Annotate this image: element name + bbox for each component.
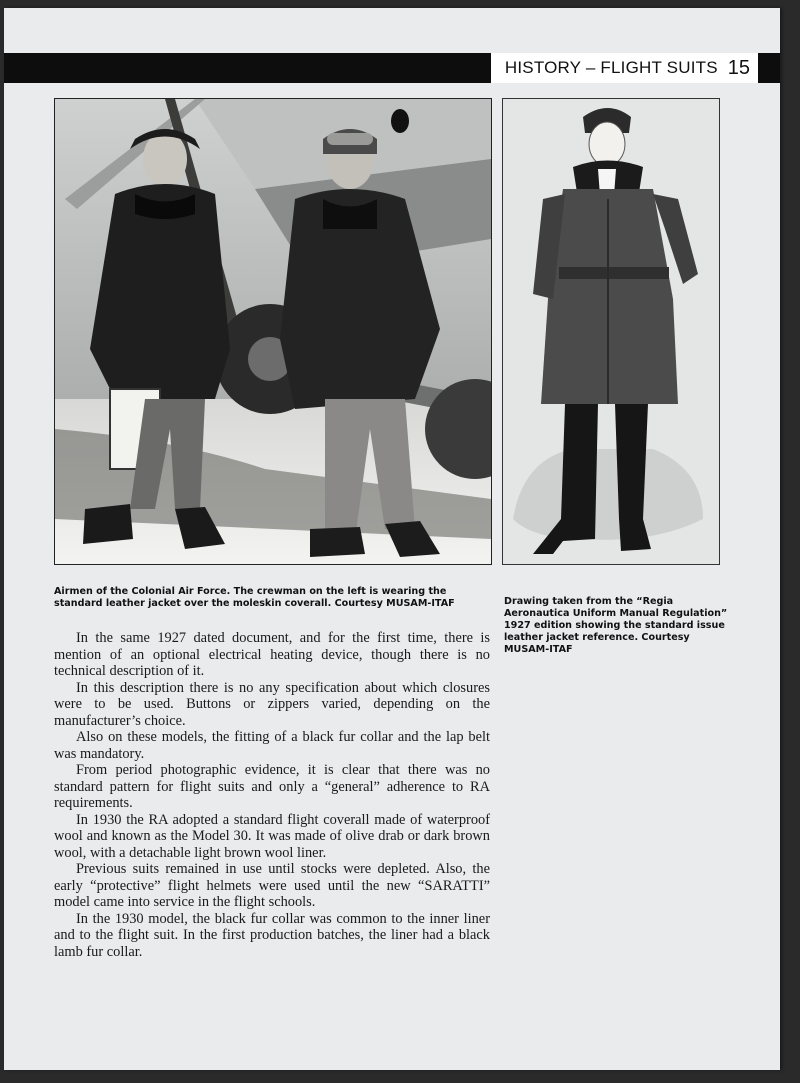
paragraph: Previous suits remained in use until stocks were depleted. Also, the early “protective” flight helmets were used until the new “SARATTI” model came into service in the flight schools. (54, 861, 490, 910)
uniform-drawing (502, 98, 720, 565)
airmen-photo (54, 98, 492, 565)
book-page (4, 8, 780, 1070)
body-text (54, 630, 490, 960)
photo-caption: Airmen of the Colonial Air Force. The crewman on the left is wearing the standard leather jacket over the moleskin coverall. Courtesy MUSAM-ITAF (54, 586, 455, 609)
header-box (491, 53, 758, 83)
header-band (4, 53, 780, 83)
paragraph: In 1930 the RA adopted a standard flight coverall made of waterproof wool and known as the Model 30. It was made of olive drab or dark brown wool, with a detachable light brown wool liner. (54, 811, 490, 861)
drawing-caption: Drawing taken from the “Regia Aeronautica Uniform Manual Regulation” 1927 edition showing the standard issue leather jacket reference. Courtesy MUSAM-ITAF (504, 596, 728, 655)
paragraph: In the same 1927 dated document, and for the first time, there is mention of an optional electrical heating device, though there is no technical description of it. (54, 630, 490, 679)
page-number: 15 (727, 56, 750, 79)
paragraph: From period photographic evidence, it is clear that there was no standard pattern for flight suits and only a “general” adherence to RA requirements. (54, 762, 490, 811)
uniform-drawing-graphic (503, 99, 719, 564)
paragraph: Also on these models, the fitting of a black fur collar and the lap belt was mandatory. (54, 729, 490, 762)
paragraph: In this description there is no any specification about which closures were to be used. Buttons or zippers varied, depending on the manufacturer’s choice. (54, 679, 490, 729)
section-title: HISTORY – FLIGHT SUITS (504, 58, 718, 77)
airmen-photo-graphic (55, 99, 491, 564)
paragraph: In the 1930 model, the black fur collar was common to the inner liner and to the flight suit. In the first production batches, the liner had a black lamb fur collar. (54, 910, 490, 960)
